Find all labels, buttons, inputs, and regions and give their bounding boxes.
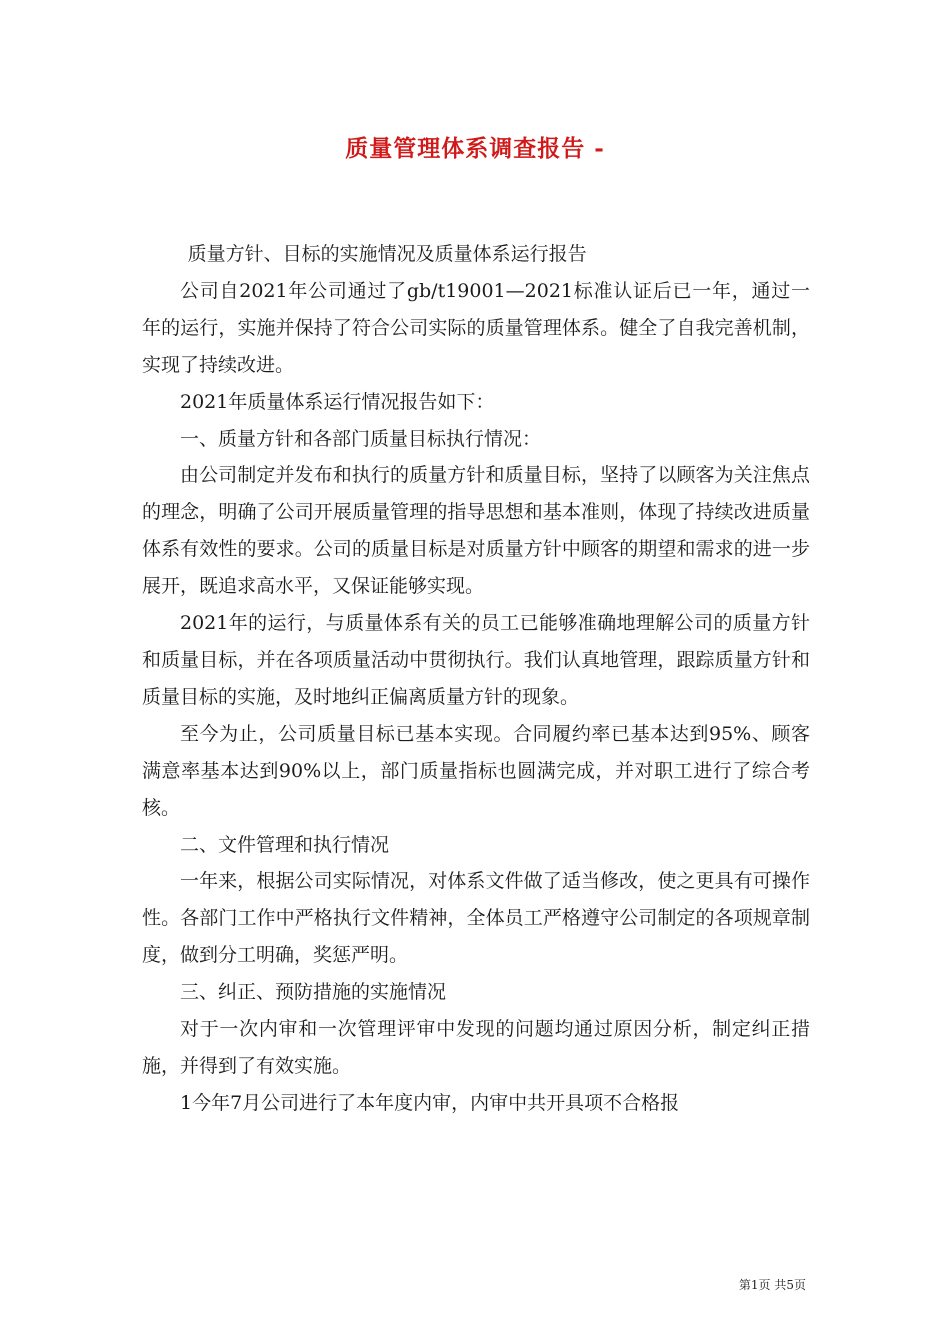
- document-body: [142, 236, 810, 1122]
- paragraph-policy: 由公司制定并发布和执行的质量方针和质量目标，坚持了以顾客为关注焦点的理念，明确了公司开展质量管理的指导思想和基本准则，体现了持续改进质量体系有效性的要求。公司的质量目标是对质量方针中顾客的期望和需求的进一步展开，既追求高水平，又保证能够实现。: [142, 464, 810, 598]
- paragraph-audit: 1今年7月公司进行了本年度内审，内审中共开具项不合格报: [180, 1091, 680, 1114]
- paragraph-intro: 公司自2021年公司通过了gb/t19001—2021标准认证后已一年，通过一年的运行，实施并保持了符合公司实际的质量管理体系。健全了自我完善机制，实现了持续改进。: [142, 279, 810, 376]
- document-title: 质量管理体系调查报告 -: [345, 135, 605, 162]
- paragraph-targets: 至今为止，公司质量目标已基本实现。合同履约率已基本达到95%、顾客满意率基本达到90%以上，部门质量指标也圆满完成，并对职工进行了综合考核。: [142, 722, 810, 819]
- paragraph-operation: 2021年的运行，与质量体系有关的员工已能够准确地理解公司的质量方针和质量目标，并在各项质量活动中贯彻执行。我们认真地管理，跟踪质量方针和质量目标的实施，及时地纠正偏离质量方针的现象。: [142, 612, 810, 708]
- section-heading-2: 二、文件管理和执行情况: [180, 833, 390, 856]
- paragraph-corrective: 对于一次内审和一次管理评审中发现的问题均通过原因分析，制定纠正措施，并得到了有效实施。: [142, 1018, 810, 1077]
- paragraph-summary-lead: 2021年质量体系运行情况报告如下：: [180, 390, 495, 413]
- section-heading-1: 一、质量方针和各部门质量目标执行情况：: [180, 427, 542, 450]
- section-heading-3: 三、纠正、预防措施的实施情况: [180, 981, 447, 1004]
- paragraph-documents: 一年来，根据公司实际情况，对体系文件做了适当修改，使之更具有可操作性。各部门工作中严格执行文件精神，全体员工严格遵守公司制定的各项规章制度，做到分工明确，奖惩严明。: [142, 870, 810, 967]
- report-subtitle: 质量方针、目标的实施情况及质量体系运行报告: [187, 243, 587, 265]
- page-number-footer: 第1页 共5页: [738, 1278, 806, 1292]
